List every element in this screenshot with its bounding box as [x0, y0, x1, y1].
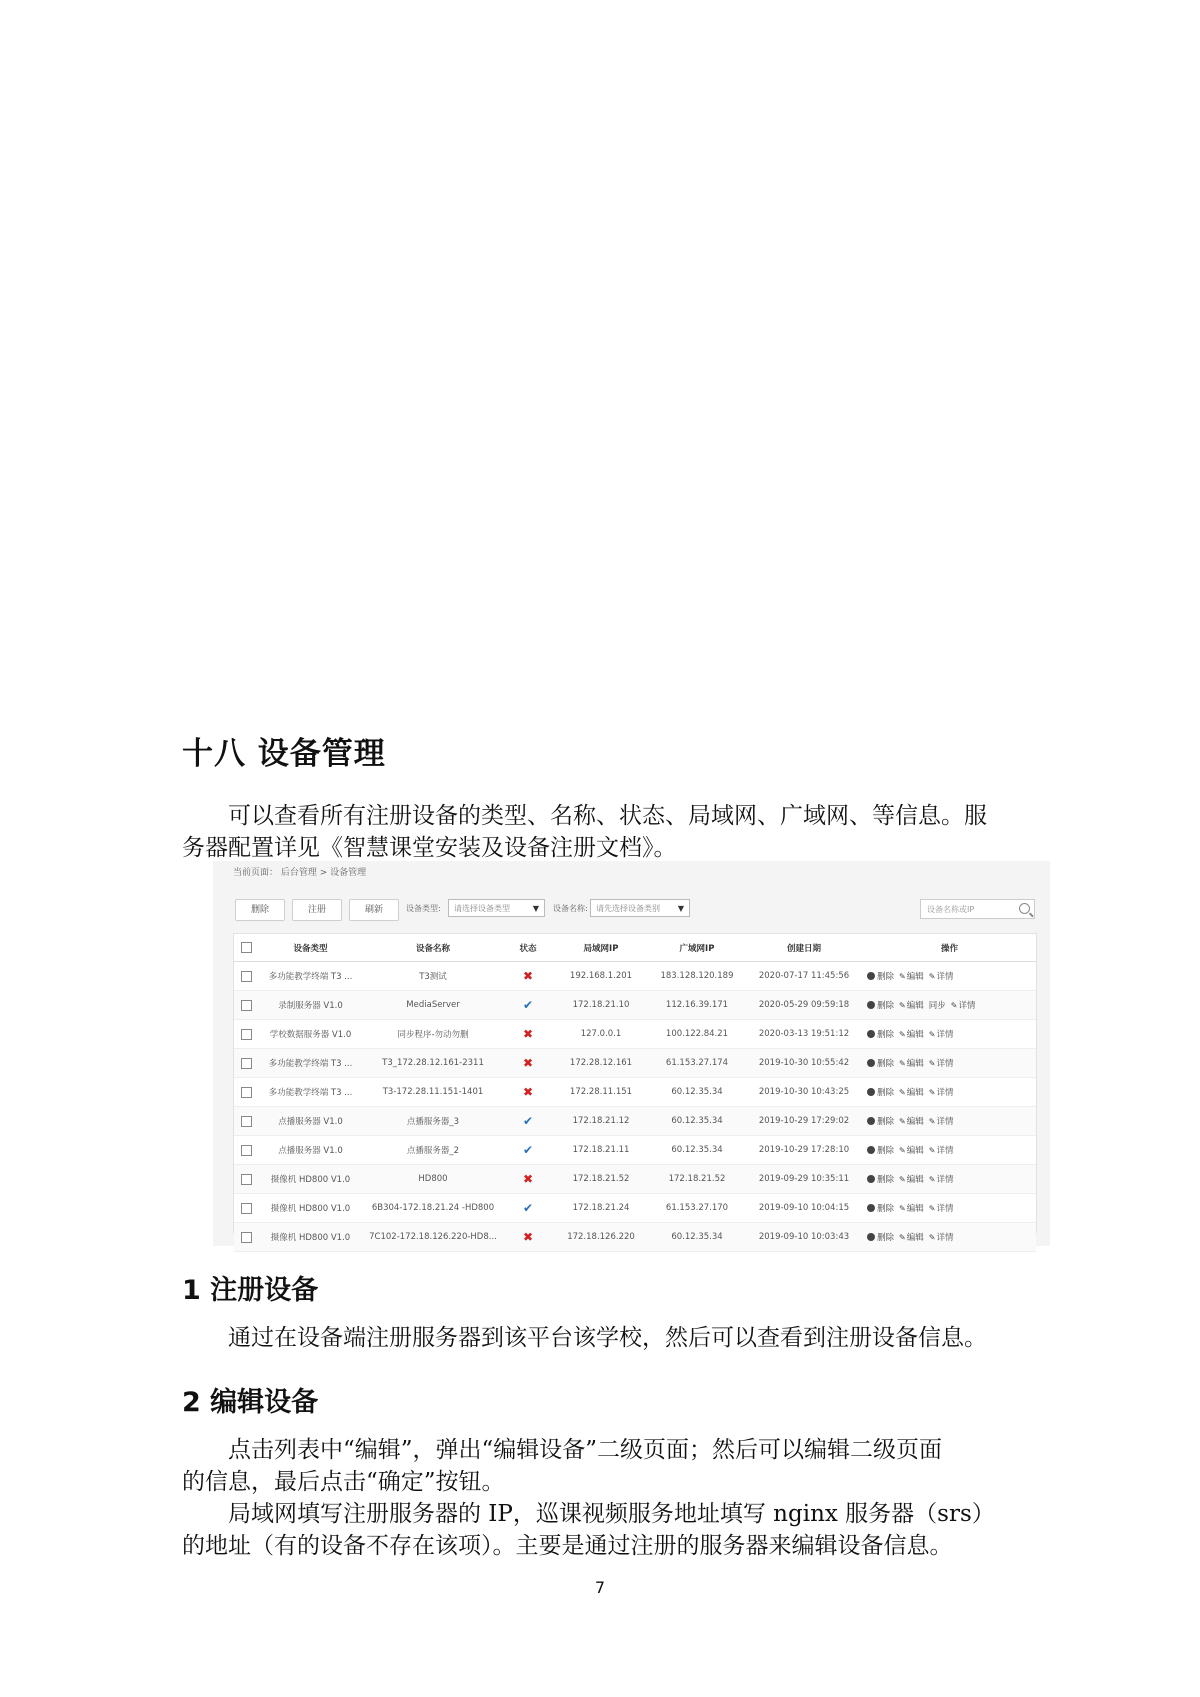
- section1-title: 1 注册设备: [182, 1275, 319, 1306]
- operations-cell: [863, 1165, 1036, 1194]
- row-select-cell: [234, 991, 258, 1020]
- section2-p2-line2: 的地址（有的设备不存在该项）。主要是通过注册的服务器来编辑设备信息。: [182, 1533, 953, 1559]
- column-header[interactable]: 局域网IP: [553, 934, 649, 962]
- device-name-select[interactable]: [590, 899, 690, 917]
- created-date-cell: 2019-09-29 10:35:11: [745, 1165, 863, 1194]
- device-type-label: 设备类型:: [406, 904, 441, 913]
- detail-action[interactable]: ✎ 详情: [929, 1175, 954, 1185]
- device-type-cell: 多功能教学终端 T3 ...: [258, 1078, 363, 1107]
- detail-action[interactable]: ✎ 详情: [929, 972, 954, 982]
- status-cell: [503, 1078, 553, 1107]
- created-date-cell: 2019-09-10 10:03:43: [745, 1223, 863, 1252]
- intro-line-1: 可以查看所有注册设备的类型、名称、状态、局域网、广域网、等信息。服: [228, 803, 987, 829]
- check-icon: ✔: [522, 1143, 534, 1157]
- table-row[interactable]: [234, 1020, 1036, 1049]
- status-cell: [503, 1107, 553, 1136]
- edit-action[interactable]: ✎ 编辑: [899, 1233, 924, 1243]
- status-cell: [503, 1136, 553, 1165]
- operations-cell: [863, 962, 1036, 991]
- status-cell: [503, 991, 553, 1020]
- operations-cell: [863, 1194, 1036, 1223]
- delete-action[interactable]: 删除: [867, 1175, 894, 1185]
- detail-action[interactable]: ✎ 详情: [951, 1001, 976, 1011]
- edit-action[interactable]: ✎ 编辑: [899, 972, 924, 982]
- column-header: 操作: [863, 934, 1036, 962]
- row-select-cell: [234, 1078, 258, 1107]
- operations-cell: [863, 991, 1036, 1020]
- section2-paragraph-2: [182, 1498, 1022, 1562]
- device-type-cell: 摄像机 HD800 V1.0: [258, 1223, 363, 1252]
- delete-action[interactable]: 删除: [867, 1059, 894, 1069]
- lan-ip-cell: 172.18.21.10: [553, 991, 649, 1020]
- column-header[interactable]: 设备名称: [363, 934, 503, 962]
- cross-icon: ✖: [522, 1172, 534, 1186]
- column-header[interactable]: 创建日期: [745, 934, 863, 962]
- row-select-cell: [234, 962, 258, 991]
- section2-p2-line1: 局域网填写注册服务器的 IP，巡课视频服务地址填写 nginx 服务器（srs）: [228, 1501, 995, 1527]
- created-date-cell: 2019-10-30 10:55:42: [745, 1049, 863, 1078]
- row-select-cell: [234, 1194, 258, 1223]
- detail-action[interactable]: ✎ 详情: [929, 1233, 954, 1243]
- device-type-cell: 摄像机 HD800 V1.0: [258, 1165, 363, 1194]
- edit-action[interactable]: ✎ 编辑: [899, 1001, 924, 1011]
- intro-paragraph: [182, 800, 1022, 864]
- device-type-cell: 摄像机 HD800 V1.0: [258, 1194, 363, 1223]
- operations-cell: [863, 1078, 1036, 1107]
- search-placeholder: 设备名称或IP: [927, 905, 975, 914]
- device-type-cell: 多功能教学终端 T3 ...: [258, 1049, 363, 1078]
- delete-action[interactable]: 删除: [867, 1030, 894, 1040]
- device-type-cell: 点播服务器 V1.0: [258, 1107, 363, 1136]
- lan-ip-cell: 172.18.21.24: [553, 1194, 649, 1223]
- row-checkbox[interactable]: [241, 1029, 252, 1040]
- select-all-header: [234, 934, 258, 962]
- device-type-cell: 点播服务器 V1.0: [258, 1136, 363, 1165]
- row-select-cell: [234, 1049, 258, 1078]
- wan-ip-cell: 183.128.120.189: [649, 962, 745, 991]
- row-checkbox[interactable]: [241, 1000, 252, 1011]
- wan-ip-cell: 61.153.27.170: [649, 1194, 745, 1223]
- edit-action[interactable]: ✎ 编辑: [899, 1030, 924, 1040]
- detail-action[interactable]: ✎ 详情: [929, 1146, 954, 1156]
- table-row[interactable]: [234, 1136, 1036, 1165]
- created-date-cell: 2019-09-10 10:04:15: [745, 1194, 863, 1223]
- row-select-cell: [234, 1223, 258, 1252]
- created-date-cell: 2020-03-13 19:51:12: [745, 1020, 863, 1049]
- wan-ip-cell: 60.12.35.34: [649, 1223, 745, 1252]
- device-type-select[interactable]: [448, 899, 545, 917]
- lan-ip-cell: 192.168.1.201: [553, 962, 649, 991]
- search-input[interactable]: [920, 899, 1035, 919]
- created-date-cell: 2020-07-17 11:45:56: [745, 962, 863, 991]
- device-name-cell: T3_172.28.12.161-2311: [363, 1049, 503, 1078]
- cross-icon: ✖: [522, 1230, 534, 1244]
- delete-action[interactable]: 删除: [867, 1117, 894, 1127]
- device-name-value: 请先选择设备类别: [596, 904, 660, 913]
- page-number: 7: [594, 1578, 606, 1597]
- cross-icon: ✖: [522, 1056, 534, 1070]
- device-type-cell: 录制服务器 V1.0: [258, 991, 363, 1020]
- status-cell: [503, 1165, 553, 1194]
- register-button[interactable]: 注册: [292, 899, 342, 921]
- cross-icon: ✖: [522, 1027, 534, 1041]
- row-checkbox[interactable]: [241, 1203, 252, 1214]
- row-select-cell: [234, 1020, 258, 1049]
- check-icon: ✔: [522, 1201, 534, 1215]
- lan-ip-cell: 172.28.11.151: [553, 1078, 649, 1107]
- table-row[interactable]: [234, 1165, 1036, 1194]
- table-row[interactable]: [234, 991, 1036, 1020]
- row-checkbox[interactable]: [241, 1174, 252, 1185]
- device-name-cell: 6B304-172.18.21.24 -HD800: [363, 1194, 503, 1223]
- search-icon[interactable]: [1019, 903, 1030, 914]
- edit-action[interactable]: ✎ 编辑: [899, 1175, 924, 1185]
- device-management-screenshot: [213, 861, 1050, 1246]
- edit-action[interactable]: ✎ 编辑: [899, 1146, 924, 1156]
- row-checkbox[interactable]: [241, 1087, 252, 1098]
- chevron-down-icon: ▼: [532, 904, 539, 913]
- column-header[interactable]: 设备类型: [258, 934, 363, 962]
- cross-icon: ✖: [522, 969, 534, 983]
- section2-p1-line1: 点击列表中“编辑”，弹出“编辑设备”二级页面；然后可以编辑二级页面: [228, 1437, 943, 1463]
- edit-action[interactable]: ✎ 编辑: [899, 1088, 924, 1098]
- section2-paragraph-1: [182, 1434, 1022, 1498]
- table-row[interactable]: [234, 1194, 1036, 1223]
- sync-action[interactable]: 同步: [928, 1001, 946, 1011]
- operations-cell: [863, 1049, 1036, 1078]
- operations-cell: [863, 1136, 1036, 1165]
- check-icon: ✔: [522, 1114, 534, 1128]
- device-name-cell: 7C102-172.18.126.220-HD8...: [363, 1223, 503, 1252]
- delete-action[interactable]: 删除: [867, 1204, 894, 1214]
- lan-ip-cell: 172.18.21.11: [553, 1136, 649, 1165]
- lan-ip-cell: 172.18.21.12: [553, 1107, 649, 1136]
- device-name-cell: 点播服务器_2: [363, 1136, 503, 1165]
- row-checkbox[interactable]: [241, 1058, 252, 1069]
- detail-action[interactable]: ✎ 详情: [929, 1059, 954, 1069]
- edit-action[interactable]: ✎ 编辑: [899, 1117, 924, 1127]
- detail-action[interactable]: ✎ 详情: [929, 1204, 954, 1214]
- device-type-cell: 学校数据服务器 V1.0: [258, 1020, 363, 1049]
- detail-action[interactable]: ✎ 详情: [929, 1088, 954, 1098]
- table-row[interactable]: [234, 1078, 1036, 1107]
- operations-cell: [863, 1020, 1036, 1049]
- refresh-button[interactable]: 刷新: [349, 899, 399, 921]
- status-cell: [503, 1020, 553, 1049]
- device-name-cell: 同步程序-勿动勿删: [363, 1020, 503, 1049]
- lan-ip-cell: 172.18.126.220: [553, 1223, 649, 1252]
- select-all-checkbox[interactable]: [241, 942, 252, 953]
- delete-button[interactable]: 删除: [235, 899, 285, 921]
- breadcrumb: 当前页面： 后台管理 > 设备管理: [233, 868, 367, 878]
- status-cell: [503, 1194, 553, 1223]
- operations-cell: [863, 1223, 1036, 1252]
- table-row[interactable]: [234, 1049, 1036, 1078]
- device-name-cell: T3测试: [363, 962, 503, 991]
- column-header[interactable]: 状态: [503, 934, 553, 962]
- wan-ip-cell: 60.12.35.34: [649, 1136, 745, 1165]
- lan-ip-cell: 127.0.0.1: [553, 1020, 649, 1049]
- wan-ip-cell: 61.153.27.174: [649, 1049, 745, 1078]
- detail-action[interactable]: ✎ 详情: [929, 1030, 954, 1040]
- row-checkbox[interactable]: [241, 1145, 252, 1156]
- table-row[interactable]: [234, 962, 1036, 991]
- toolbar: [235, 899, 1040, 919]
- column-header[interactable]: 广域网IP: [649, 934, 745, 962]
- row-checkbox[interactable]: [241, 1116, 252, 1127]
- edit-action[interactable]: ✎ 编辑: [899, 1059, 924, 1069]
- section1-paragraph: [182, 1322, 1022, 1354]
- created-date-cell: 2019-10-30 10:43:25: [745, 1078, 863, 1107]
- delete-action[interactable]: 删除: [867, 1088, 894, 1098]
- device-type-cell: 多功能教学终端 T3 ...: [258, 962, 363, 991]
- chevron-down-icon: ▼: [677, 904, 684, 913]
- status-cell: [503, 962, 553, 991]
- status-cell: [503, 1223, 553, 1252]
- row-checkbox[interactable]: [241, 1232, 252, 1243]
- created-date-cell: 2019-10-29 17:29:02: [745, 1107, 863, 1136]
- wan-ip-cell: 60.12.35.34: [649, 1078, 745, 1107]
- created-date-cell: 2019-10-29 17:28:10: [745, 1136, 863, 1165]
- device-name-cell: HD800: [363, 1165, 503, 1194]
- delete-action[interactable]: 删除: [867, 1146, 894, 1156]
- section2-title: 2 编辑设备: [182, 1387, 319, 1418]
- device-table: [233, 933, 1037, 1244]
- delete-action[interactable]: 删除: [867, 1233, 894, 1243]
- wan-ip-cell: 112.16.39.171: [649, 991, 745, 1020]
- created-date-cell: 2020-05-29 09:59:18: [745, 991, 863, 1020]
- delete-action[interactable]: 删除: [867, 1001, 894, 1011]
- operations-cell: [863, 1107, 1036, 1136]
- device-name-cell: 点播服务器_3: [363, 1107, 503, 1136]
- row-select-cell: [234, 1107, 258, 1136]
- row-checkbox[interactable]: [241, 971, 252, 982]
- row-select-cell: [234, 1165, 258, 1194]
- device-name-label: 设备名称:: [553, 904, 588, 913]
- check-icon: ✔: [522, 998, 534, 1012]
- wan-ip-cell: 172.18.21.52: [649, 1165, 745, 1194]
- table-header-row: [234, 934, 1036, 962]
- device-type-value: 请选择设备类型: [454, 904, 510, 913]
- table-row[interactable]: [234, 1107, 1036, 1136]
- section-heading: 十八 设备管理: [182, 736, 386, 772]
- section2-p1-line2: 的信息，最后点击“确定”按钮。: [182, 1469, 505, 1495]
- status-cell: [503, 1049, 553, 1078]
- row-select-cell: [234, 1136, 258, 1165]
- intro-line-2: 务器配置详见《智慧课堂安装及设备注册文档》。: [182, 835, 677, 861]
- device-name-cell: T3-172.28.11.151-1401: [363, 1078, 503, 1107]
- wan-ip-cell: 60.12.35.34: [649, 1107, 745, 1136]
- lan-ip-cell: 172.28.12.161: [553, 1049, 649, 1078]
- section1-text: 通过在设备端注册服务器到该平台该学校，然后可以查看到注册设备信息。: [228, 1325, 987, 1351]
- detail-action[interactable]: ✎ 详情: [929, 1117, 954, 1127]
- edit-action[interactable]: ✎ 编辑: [899, 1204, 924, 1214]
- table-row[interactable]: [234, 1223, 1036, 1252]
- wan-ip-cell: 100.122.84.21: [649, 1020, 745, 1049]
- device-name-cell: MediaServer: [363, 991, 503, 1020]
- lan-ip-cell: 172.18.21.52: [553, 1165, 649, 1194]
- cross-icon: ✖: [522, 1085, 534, 1099]
- delete-action[interactable]: 删除: [867, 972, 894, 982]
